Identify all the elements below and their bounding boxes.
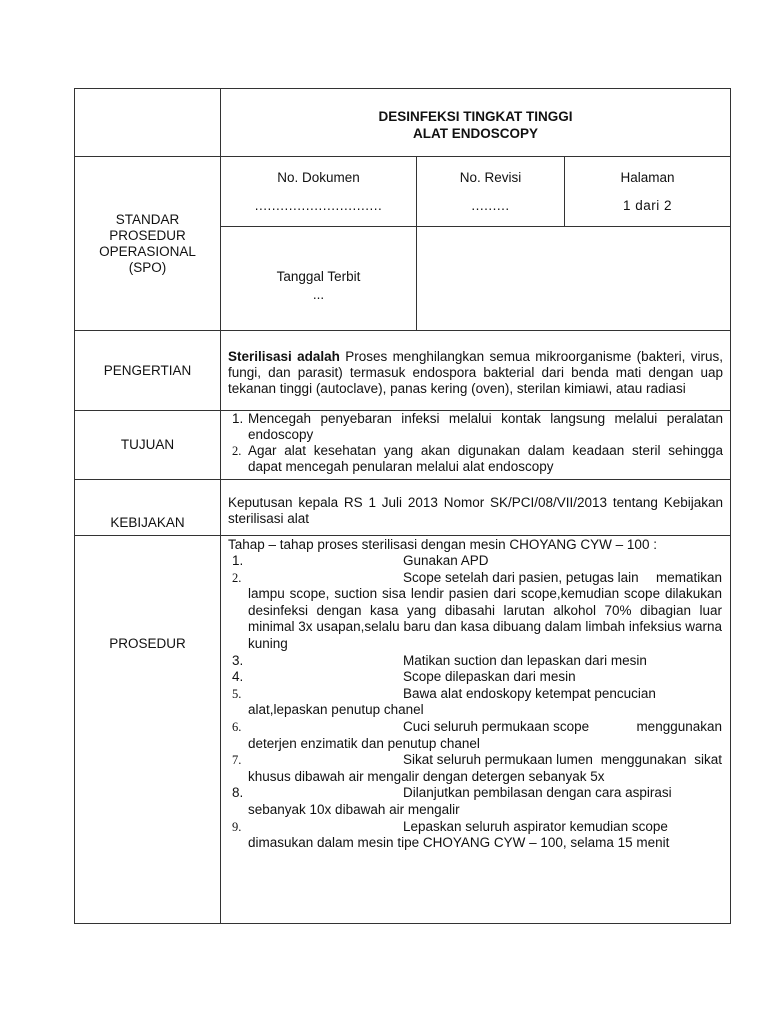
title-line-1: DESINFEKSI TINGKAT TINGGI: [378, 108, 573, 124]
doc-number-value: ..............................: [254, 197, 383, 213]
pengertian-text: Proses menghilangkan semua mikroorganisme (bakteri, virus, fungi, dan parasit) termasuk endospora bakterial dari benda mati dengan uap tekanan tinggi (autoclave), panas kering (oven), sterilan kimiawi, atau radiasi: [228, 349, 724, 396]
title-line-2: ALAT ENDOSCOPY: [413, 125, 539, 141]
pengertian-label: PENGERTIAN: [75, 331, 221, 411]
step-text-continued: menggunakan deterjen enzimatik dan penutup chanel: [248, 718, 723, 751]
tujuan-item-number: 2.: [232, 444, 242, 458]
tujuan-item: [228, 411, 723, 443]
issue-date-value: ...: [312, 286, 325, 302]
step-number: 8.: [232, 785, 244, 801]
step-number: 4.: [232, 669, 244, 685]
step-text-continued: menggunakan sikat khusus dibawah air mengalir dengan detergen sebanyak 5x: [248, 752, 723, 784]
step-number: 5.: [232, 686, 242, 701]
spo-label-line-4: (SPO): [128, 259, 167, 275]
prosedur-step: [228, 653, 722, 670]
step-number: 7.: [232, 753, 242, 768]
tujuan-item-text: Mencegah penyebaran infeksi melalui kontak langsung melalui peralatan endoscopy: [248, 411, 724, 442]
prosedur-step: [228, 686, 722, 719]
prosedur-content: [221, 536, 731, 924]
page-label: Halaman: [620, 169, 675, 185]
kebijakan-content: [221, 480, 731, 536]
document-title: [221, 89, 731, 157]
issue-date-cell: [221, 227, 417, 331]
prosedur-step: [228, 669, 722, 686]
step-text: Scope setelah dari pasien, petugas lain: [403, 569, 639, 585]
step-number: 3.: [232, 652, 244, 668]
revision-cell: [417, 157, 565, 227]
prosedur-step: [228, 570, 722, 653]
spo-label-line-3: OPERASIONAL: [99, 243, 196, 259]
step-text-continued: dimasukan dalam mesin tipe CHOYANG CYW – 100, selama 15 menit: [248, 835, 670, 851]
step-text-continued: mematikan lampu scope, suction sisa lendir pasien dari scope,kemudian scope dilakukan desinfeksi dengan kasa yang dibasahi larutan alkohol 70% dibagian luar minimal 3x usapan,selalu baru dan kasa dibuang dalam limbah infeksius warna kuning: [248, 569, 723, 651]
step-text-continued: sebanyak 10x dibawah air mengalir: [248, 801, 460, 817]
step-text: Bawa alat endoskopy ketempat pencucian: [403, 685, 656, 701]
spo-table: [74, 88, 731, 924]
kebijakan-label-text: KEBIJAKAN: [110, 515, 185, 530]
step-text: Sikat seluruh permukaan lumen: [403, 752, 593, 768]
signature-cell: [417, 227, 731, 331]
spo-label-cell: [75, 157, 221, 331]
prosedur-step: [228, 752, 722, 785]
step-text-continued: alat,lepaskan penutup chanel: [248, 702, 424, 718]
kebijakan-label: [75, 480, 221, 536]
tujuan-item-number: 1.: [232, 411, 244, 426]
prosedur-intro: Tahap – tahap proses sterilisasi dengan mesin CHOYANG CYW – 100 :: [228, 537, 657, 552]
step-number: 1.: [232, 553, 244, 568]
step-text: Gunakan APD: [403, 553, 489, 568]
step-text: Cuci seluruh permukaan scope: [403, 718, 590, 734]
tujuan-content: [221, 411, 731, 480]
prosedur-step: [228, 785, 722, 818]
spo-document: [74, 88, 730, 924]
kebijakan-text: Keputusan kepala RS 1 Juli 2013 Nomor SK/PCI/08/VII/2013 tentang Kebijakan sterilisasi alat: [228, 494, 724, 526]
step-text: Matikan suction dan lepaskan dari mesin: [403, 652, 647, 668]
prosedur-step: [228, 719, 722, 752]
issue-date-label: Tanggal Terbit: [276, 268, 361, 284]
prosedur-label: PROSEDUR: [75, 536, 221, 924]
tujuan-label: TUJUAN: [75, 411, 221, 480]
revision-label: No. Revisi: [459, 169, 522, 185]
spo-label-line-1: STANDAR: [115, 211, 180, 227]
pengertian-bold-lead: Sterilisasi adalah: [228, 349, 340, 364]
tujuan-item-text: Agar alat kesehatan yang akan digunakan dalam keadaan steril sehingga dapat mencegah penularan melalui alat endoscopy: [248, 443, 724, 474]
step-text: Dilanjutkan pembilasan dengan cara aspirasi: [403, 785, 672, 801]
pengertian-content: [221, 331, 731, 411]
tujuan-list: [221, 411, 730, 479]
prosedur-steps: [221, 553, 730, 854]
prosedur-step: [228, 819, 722, 852]
doc-number-label: No. Dokumen: [277, 169, 360, 185]
page-value: 1 dari 2: [622, 197, 673, 213]
prosedur-step: [228, 553, 722, 570]
step-number: 2.: [232, 570, 242, 585]
logo-cell: [75, 89, 221, 157]
page-cell: [565, 157, 731, 227]
doc-number-cell: [221, 157, 417, 227]
revision-value: .........: [471, 197, 510, 213]
step-number: 6.: [232, 719, 242, 734]
step-text: Scope dilepaskan dari mesin: [403, 669, 576, 685]
step-text: Lepaskan seluruh aspirator kemudian scope: [403, 818, 668, 834]
step-number: 9.: [232, 819, 242, 834]
tujuan-item: [228, 443, 723, 475]
spo-label-line-2: PROSEDUR: [109, 227, 186, 243]
